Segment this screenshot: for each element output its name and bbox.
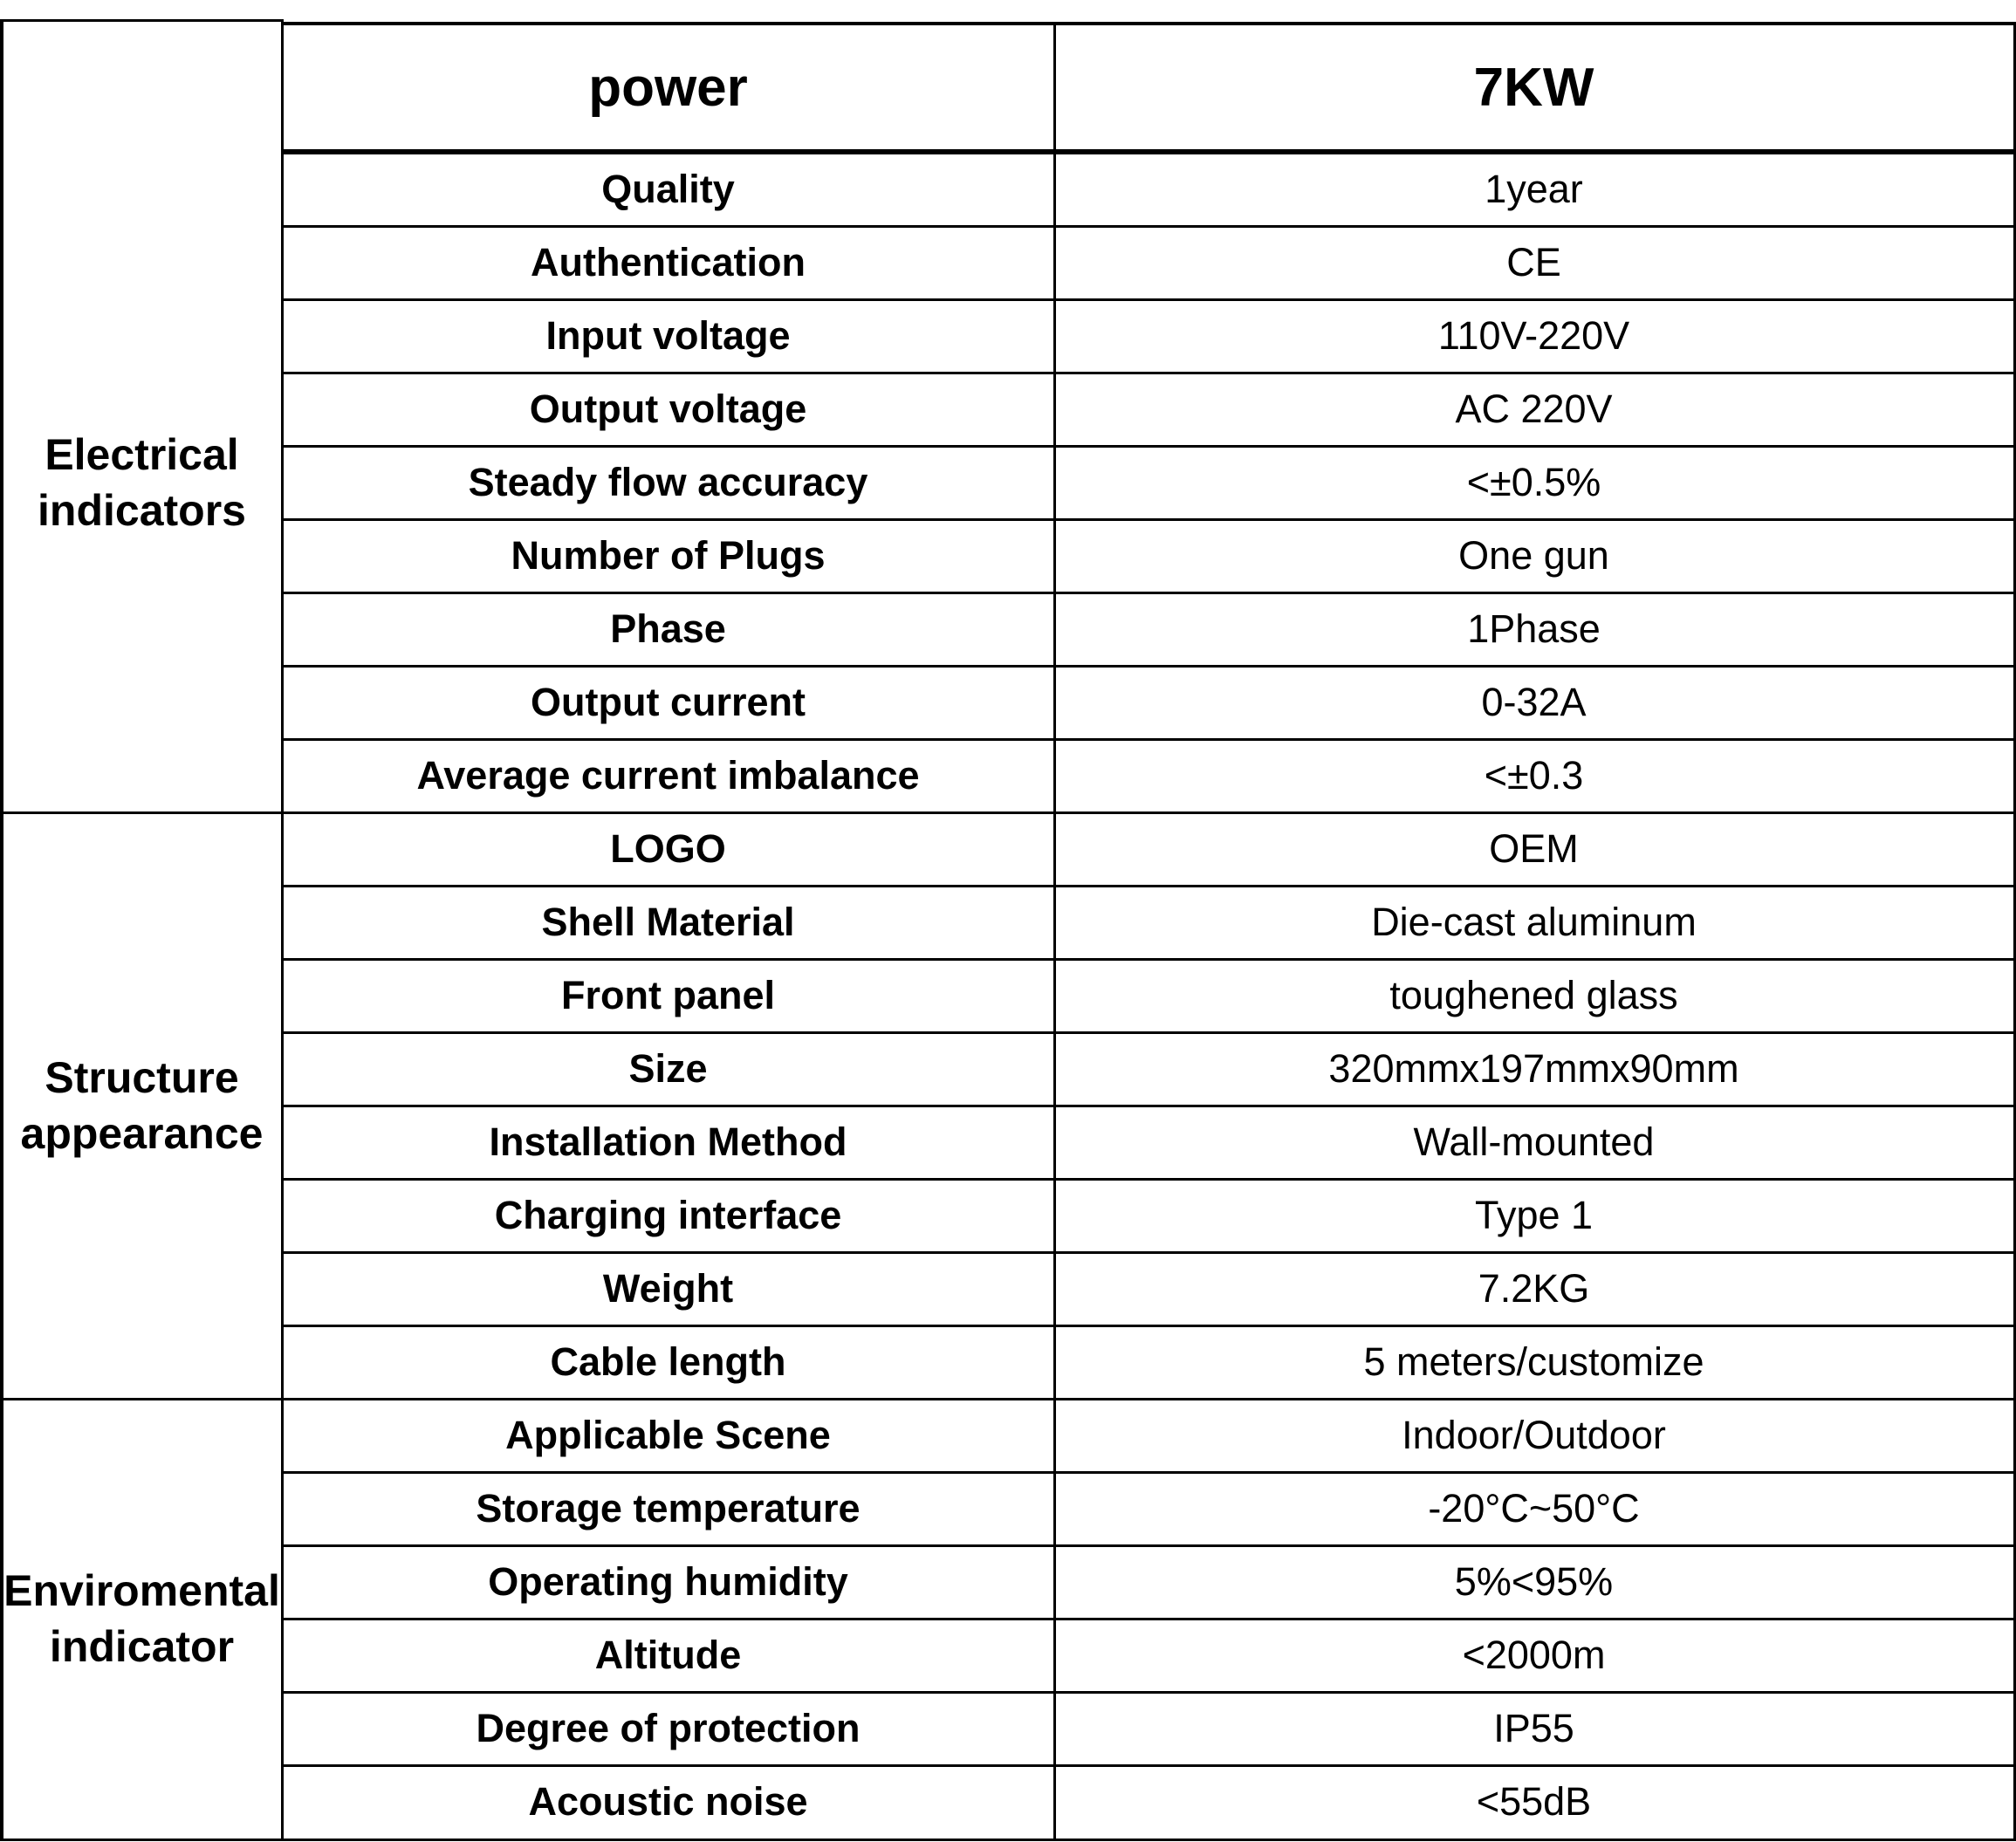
row-label: Operating humidity bbox=[488, 1559, 848, 1604]
row-label: Steady flow accuracy bbox=[468, 460, 868, 504]
header-value: 7KW bbox=[1473, 57, 1594, 118]
row-value: 320mmx197mmx90mm bbox=[1328, 1046, 1739, 1091]
row-label: Number of Plugs bbox=[511, 533, 826, 578]
column-separator-1 bbox=[281, 19, 284, 1841]
row-value: 5%<95% bbox=[1454, 1559, 1614, 1604]
row-label: Acoustic noise bbox=[528, 1779, 808, 1824]
row-value: 0-32A bbox=[1481, 680, 1587, 724]
row-label: Applicable Scene bbox=[505, 1413, 831, 1457]
row-value: One gun bbox=[1458, 533, 1609, 578]
row-value: Wall-mounted bbox=[1413, 1120, 1655, 1164]
header-top-border bbox=[282, 22, 2013, 25]
row-value: <±0.3 bbox=[1484, 753, 1584, 798]
row-label: Input voltage bbox=[545, 313, 791, 358]
row-value: 7.2KG bbox=[1478, 1266, 1590, 1311]
row-label: Output voltage bbox=[529, 387, 807, 431]
row-label: Charging interface bbox=[494, 1193, 842, 1237]
row-value: IP55 bbox=[1493, 1706, 1574, 1750]
row-label: Output current bbox=[531, 680, 806, 724]
row-label: Cable length bbox=[550, 1339, 786, 1384]
row-label: Installation Method bbox=[489, 1120, 847, 1164]
row-value: -20°C~50°C bbox=[1428, 1486, 1640, 1530]
row-value: CE bbox=[1506, 240, 1561, 284]
row-value: 110V-220V bbox=[1437, 313, 1630, 358]
bottom-border bbox=[0, 1839, 2016, 1841]
row-value: Type 1 bbox=[1474, 1193, 1594, 1237]
row-value: 5 meters/customize bbox=[1363, 1339, 1704, 1384]
column-separator-2 bbox=[1053, 22, 1056, 1841]
left-border bbox=[0, 19, 3, 1841]
row-label: LOGO bbox=[610, 826, 726, 871]
row-label: Front panel bbox=[561, 973, 775, 1017]
row-label: Phase bbox=[610, 606, 726, 651]
row-label: Weight bbox=[602, 1266, 734, 1311]
group-label: Electrical indicators bbox=[38, 430, 246, 535]
row-value: OEM bbox=[1489, 826, 1579, 871]
row-value: <2000m bbox=[1462, 1633, 1606, 1677]
row-label: Degree of protection bbox=[476, 1706, 861, 1750]
top-border-group-col bbox=[0, 19, 282, 22]
row-value: Indoor/Outdoor bbox=[1402, 1413, 1666, 1457]
row-value: <±0.5% bbox=[1466, 460, 1601, 504]
row-value: 1year bbox=[1485, 167, 1583, 211]
row-value: 1Phase bbox=[1467, 606, 1601, 651]
header-param: power bbox=[588, 57, 748, 118]
row-value: Die-cast aluminum bbox=[1371, 900, 1697, 944]
group-label: Structure appearance bbox=[20, 1053, 264, 1158]
row-value: <55dB bbox=[1476, 1779, 1592, 1824]
row-label: Shell Material bbox=[541, 900, 795, 944]
row-value: toughened glass bbox=[1389, 973, 1678, 1017]
group-label: Enviromental indicator bbox=[3, 1566, 280, 1671]
row-label: Size bbox=[628, 1046, 708, 1091]
row-value: AC 220V bbox=[1455, 387, 1613, 431]
row-label: Altitude bbox=[594, 1633, 742, 1677]
row-label: Quality bbox=[601, 167, 735, 211]
row-label: Storage temperature bbox=[476, 1486, 861, 1530]
row-label: Average current imbalance bbox=[416, 753, 920, 798]
row-label: Authentication bbox=[531, 240, 806, 284]
